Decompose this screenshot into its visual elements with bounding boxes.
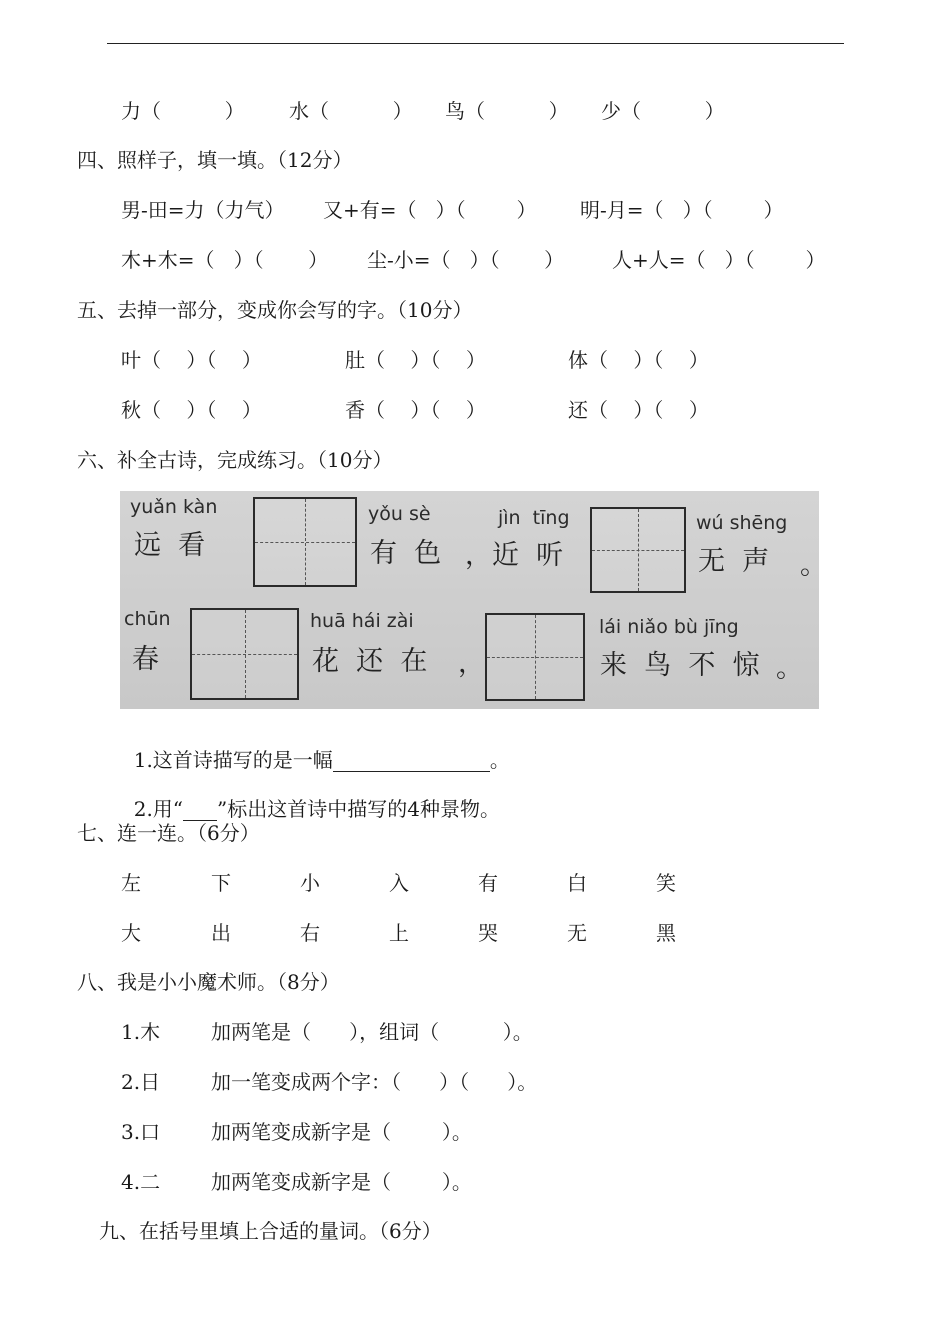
q4-item: 尘-小=（ ）（ ） <box>367 248 565 272</box>
fill-item-niao: 鸟（ ） <box>445 99 569 123</box>
poem-chars: 来 鸟 不 惊 <box>600 650 760 681</box>
q5-item: 叶（ ）（ ） <box>121 348 262 372</box>
match-char[interactable]: 哭 <box>478 921 498 945</box>
fill-item-shui: 水（ ） <box>289 99 413 123</box>
poem-punct: ， <box>458 648 485 679</box>
pinyin: wú shēng <box>696 512 788 534</box>
match-char[interactable]: 出 <box>211 921 231 945</box>
q6-sub-1 <box>121 723 510 772</box>
q8-item-label: 2.日 <box>121 1070 161 1094</box>
writing-box[interactable] <box>190 608 299 700</box>
section-8-title: 八、我是小小魔术师。（8分） <box>77 970 340 994</box>
match-char[interactable]: 右 <box>300 921 320 945</box>
poem-chars: 春 <box>132 644 159 675</box>
q6-sub-1-text: 1.这首诗描写的是一幅 <box>133 748 333 772</box>
writing-box[interactable] <box>253 497 357 587</box>
section-5-title: 五、去掉一部分，变成你会写的字。（10分） <box>77 298 473 322</box>
pinyin: yuǎn kàn <box>130 496 218 518</box>
pinyin: huā hái zài <box>310 610 414 632</box>
q4-item: 又+有=（ ）（ ） <box>323 198 537 222</box>
match-char[interactable]: 下 <box>211 871 231 895</box>
q8-item-text: 加一笔变成两个字：（ ）（ ）。 <box>211 1070 538 1094</box>
match-char[interactable]: 上 <box>389 921 409 945</box>
poem-chars: 花 还 在 <box>312 646 428 677</box>
q8-item-label: 4.二 <box>121 1170 161 1194</box>
q8-item-label: 3.口 <box>121 1120 161 1144</box>
q6-sub-2-end: ”标出这首诗中描写的4种景物。 <box>217 797 500 821</box>
match-char[interactable]: 无 <box>567 921 587 945</box>
pinyin: jìn tīng <box>498 507 570 529</box>
section-4-title: 四、照样子，填一填。（12分） <box>77 148 353 172</box>
q5-item: 还（ ）（ ） <box>568 398 709 422</box>
match-char[interactable]: 有 <box>478 871 498 895</box>
writing-box[interactable] <box>485 613 585 701</box>
header-rule <box>107 43 844 44</box>
q8-item-text: 加两笔变成新字是（ ）。 <box>211 1120 472 1144</box>
match-char[interactable]: 小 <box>300 871 320 895</box>
match-char[interactable]: 左 <box>121 871 141 895</box>
q5-item: 秋（ ）（ ） <box>121 398 262 422</box>
poem-punct: 。 <box>776 653 803 684</box>
section-9-title: 九、在括号里填上合适的量词。（6分） <box>99 1219 442 1243</box>
pinyin: chūn <box>124 608 171 630</box>
section-6-title: 六、补全古诗，完成练习。（10分） <box>77 448 393 472</box>
poem-chars: ，近 听 <box>465 540 564 571</box>
fill-item-shao: 少（ ） <box>601 99 725 123</box>
poem-chars: 远 看 <box>134 530 206 561</box>
q4-item: 明-月=（ ）（ ） <box>580 198 784 222</box>
q6-sub-2-text: 2.用“ <box>133 797 184 821</box>
q6-sub-2 <box>121 772 500 821</box>
q5-item: 香（ ）（ ） <box>345 398 486 422</box>
q5-item: 体（ ）（ ） <box>568 348 709 372</box>
answer-blank[interactable] <box>333 747 490 772</box>
q8-item-text: 加两笔变成新字是（ ）。 <box>211 1170 472 1194</box>
q4-item: 木+木=（ ）（ ） <box>121 248 329 272</box>
q6-sub-1-end: 。 <box>489 748 510 772</box>
pinyin: lái niǎo bù jīng <box>599 616 739 638</box>
q8-item-label: 1.木 <box>121 1020 161 1044</box>
poem-chars: 无 声 <box>698 546 770 577</box>
poem-punct: 。 <box>800 550 827 581</box>
fill-item-li: 力（ ） <box>121 99 245 123</box>
q8-item-text: 加两笔是（ ），组词（ ）。 <box>211 1020 533 1044</box>
section-7-title: 七、连一连。（6分） <box>77 821 260 845</box>
q5-item: 肚（ ）（ ） <box>345 348 486 372</box>
q4-item: 人+人=（ ）（ ） <box>612 248 826 272</box>
poem-photo <box>120 491 827 709</box>
match-char[interactable]: 入 <box>389 871 409 895</box>
q4-example: 男-田=力（力气） <box>121 198 285 222</box>
pinyin: yǒu sè <box>368 503 431 525</box>
poem-chars: 有 色 <box>370 538 442 569</box>
writing-box[interactable] <box>590 507 686 593</box>
match-char[interactable]: 白 <box>567 871 587 895</box>
underline-sample <box>183 796 217 821</box>
match-char[interactable]: 大 <box>121 921 141 945</box>
match-char[interactable]: 笑 <box>656 871 676 895</box>
match-char[interactable]: 黑 <box>656 921 676 945</box>
